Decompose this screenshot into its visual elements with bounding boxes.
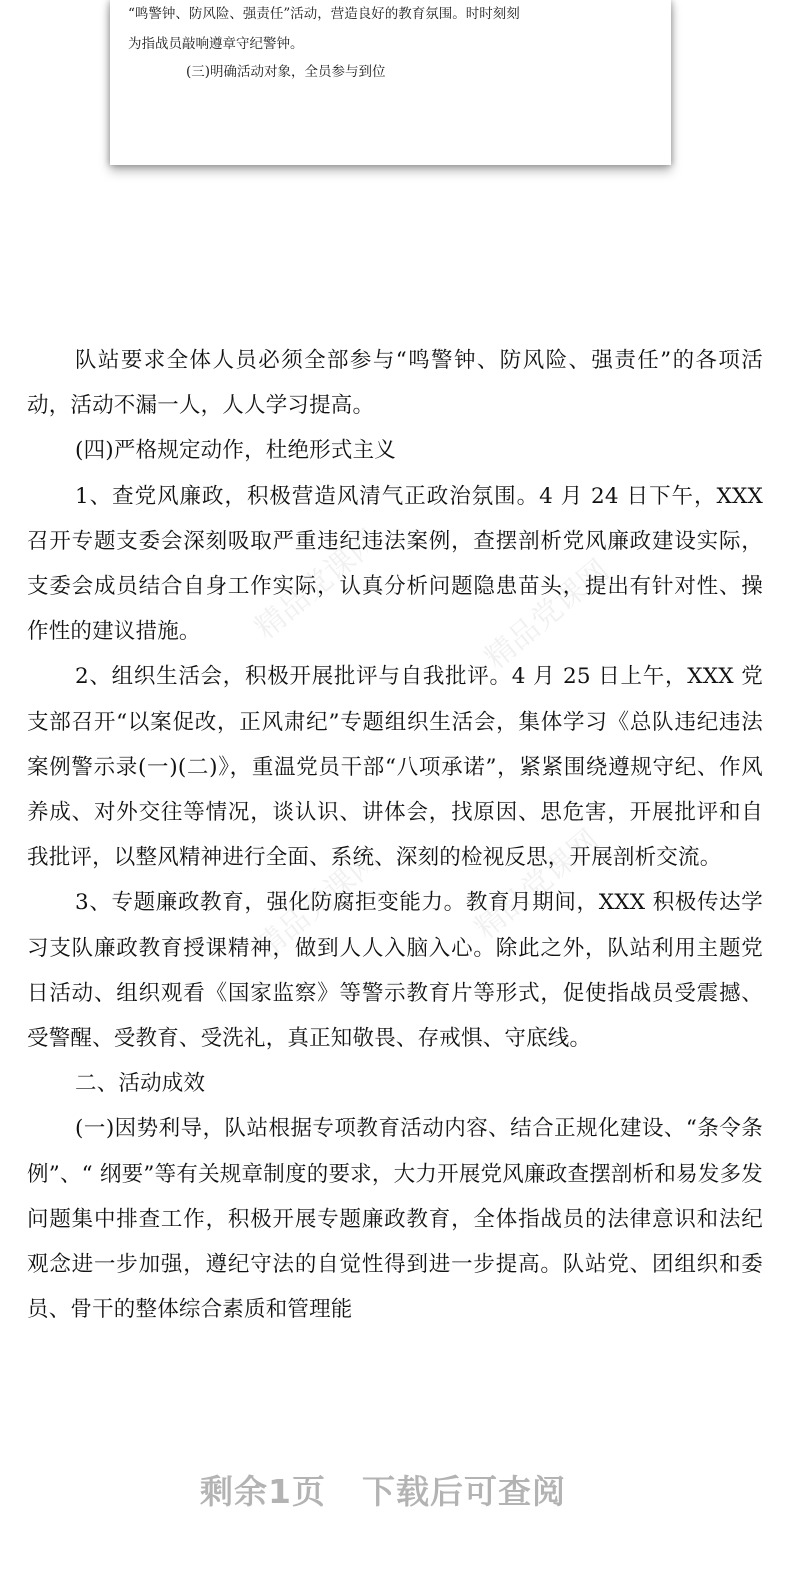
- paragraph: 队站要求全体人员必须全部参与“鸣警钟、防风险、强责任”的各项活动，活动不漏一人，人人学习提高。: [27, 348, 763, 419]
- paragraph: 2、组织生活会，积极开展批评与自我批评。4 月 25 日上午，XXX 党支部召开“以案促改，正风肃纪”专题组织生活会，集体学习《总队违纪违法案例警示录(一)(二)》，重温党员干部“八项承诺”，紧紧围绕遵规守纪、作风养成、对外交往等情况，谈认识、讲体会，找原因、思危害，开展批评和自我批评，以整风精神进行全面、系统、深刻的检视反思，开展剖析交流。: [27, 664, 763, 871]
- section-heading: (四)严格规定动作，杜绝形式主义: [75, 438, 396, 464]
- watermark: 精品党课网: [478, 553, 616, 677]
- remaining-pages-label: 剩余1页: [200, 1472, 326, 1511]
- page-preview-card: [110, 0, 671, 165]
- paragraph: 1、查党风廉政，积极营造风清气正政治氛围。4 月 24 日下午，XXX 召开专题支委会深刻吸取严重违纪违法案例，查摆剖析党风廉政建设实际，支委会成员结合自身工作实际，认真分析问题隐患苗头，提出有针对性、操作性的建议措施。: [27, 483, 763, 645]
- preview-line: 为指战员敲响遵章守纪警钟。: [128, 36, 304, 52]
- watermark: 精品党课网: [468, 823, 606, 947]
- download-notice[interactable]: [0, 1466, 766, 1513]
- section-heading: 二、活动成效: [75, 1071, 206, 1097]
- download-to-view-label: 下载后可查阅: [361, 1472, 566, 1511]
- watermark: 精品党课网: [248, 523, 386, 647]
- preview-line: “鸣警钟、防风险、强责任”活动，营造良好的教育氛围。时时刻刻: [128, 6, 520, 22]
- document-body: [27, 338, 763, 1332]
- preview-line: (三)明确活动对象，全员参与到位: [186, 64, 386, 80]
- paragraph: (一)因势利导，队站根据专项教育活动内容、结合正规化建设、“条令条例”、“ 纲要”等有关规章制度的要求，大力开展党风廉政查摆剖析和易发多发问题集中排查工作，积极开展专题廉政教育，全体指战员的法律意识和法纪观念进一步加强，遵纪守法的自觉性得到进一步提高。队站党、团组织和委员、骨干的整体综合素质和管理能: [27, 1116, 763, 1323]
- paragraph: 3、专题廉政教育，强化防腐拒变能力。教育月期间，XXX 积极传达学习支队廉政教育授课精神，做到人人入脑入心。除此之外，队站利用主题党日活动、组织观看《国家监察》等警示教育片等形式，促使指战员受震撼、受警醒、受教育、受洗礼，真正知敬畏、存戒惧、守底线。: [27, 890, 763, 1052]
- watermark: 精品党课网: [248, 843, 386, 967]
